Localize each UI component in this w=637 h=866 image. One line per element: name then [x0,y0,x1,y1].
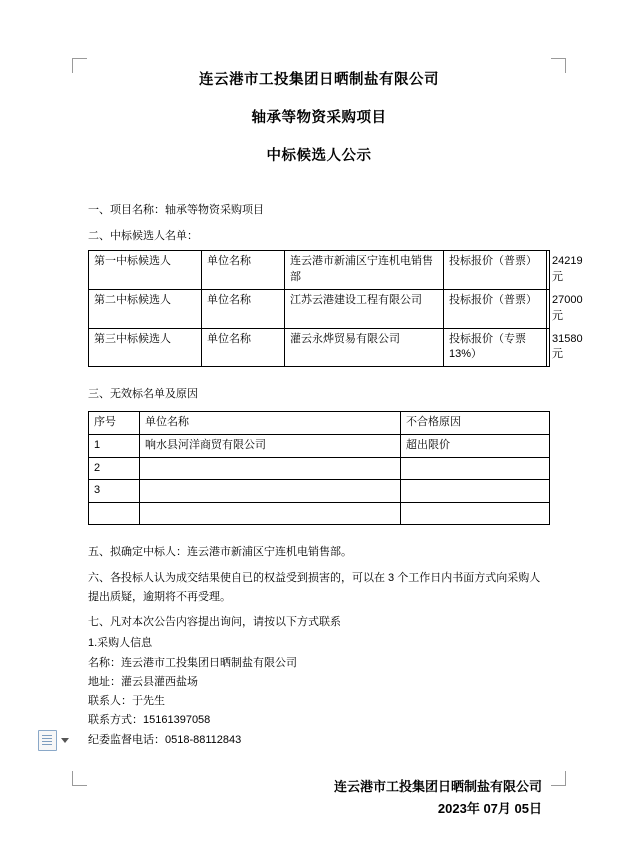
invalid-reason [401,503,550,525]
chevron-down-icon[interactable] [61,738,69,743]
page-thumbnail-widget[interactable] [38,730,69,751]
candidate-name-label: 单位名称 [202,250,285,289]
invalid-name [140,480,401,503]
supervision-phone: 纪委监督电话：0518-88112843 [88,733,242,746]
column-header-no: 序号 [89,411,140,434]
table-row [89,289,550,328]
section-contact-intro: 七、凡对本次公告内容提出询问，请按以下方式联系 [88,616,341,629]
title-line-2: 轴承等物资采购项目 [251,109,387,126]
candidate-name: 灌云永烨贸易有限公司 [285,328,444,367]
candidate-name: 江苏云港建设工程有限公司 [285,289,444,328]
title-line-3: 中标候选人公示 [266,147,372,164]
candidates-table [88,250,583,368]
invalid-name [140,503,401,525]
column-header-reason: 不合格原因 [401,411,550,434]
invalid-no [89,503,140,525]
section-winner: 五、拟确定中标人：连云港市新浦区宁连机电销售部。 [88,546,352,559]
title-line-1: 连云港市工投集团日晒制盐有限公司 [199,72,439,88]
document-content [88,70,583,820]
invalid-no: 1 [89,434,140,457]
document-icon[interactable] [38,730,57,751]
candidate-name: 连云港市新浦区宁连机电销售部 [285,250,444,289]
candidate-name-label: 单位名称 [202,289,285,328]
signature-company: 连云港市工投集团日晒制盐有限公司 [333,778,542,794]
candidate-rank: 第三中标候选人 [89,328,202,367]
candidate-name-label: 单位名称 [202,328,285,367]
signature-block [88,776,550,820]
contact-phone: 联系方式：15161397058 [88,714,211,727]
section-project-name: 一、项目名称：轴承等物资采购项目 [88,204,264,217]
invalid-reason [401,457,550,480]
crop-mark-bottom-left [72,771,87,786]
document-title [88,70,550,167]
candidate-price-label: 投标报价（普票） [444,250,547,289]
candidate-price-label: 投标报价（普票） [444,289,547,328]
invalid-no: 2 [89,457,140,480]
section-invalid-heading: 三、无效标名单及原因 [88,388,198,401]
document-body [88,201,583,750]
table-row [89,480,550,503]
crop-mark-top-left [72,58,87,73]
invalid-no: 3 [89,480,140,503]
table-row [89,328,550,367]
crop-mark-top-right [551,58,566,73]
candidate-price: 31580 元 [547,328,550,367]
invalid-bids-table [88,411,550,526]
section-candidates-heading: 二、中标候选人名单： [88,229,198,242]
candidate-price-label: 投标报价（专票 13%） [444,328,547,367]
crop-mark-bottom-right [551,771,566,786]
candidate-price: 27000 元 [547,289,550,328]
contact-person: 联系人：于先生 [88,695,165,708]
candidate-price: 24219 元 [547,250,550,289]
invalid-reason [401,480,550,503]
invalid-name: 响水县河洋商贸有限公司 [140,434,401,457]
invalid-name [140,457,401,480]
contact-address: 地址：灌云县灌西盐场 [88,675,198,688]
contact-block [88,634,550,750]
column-header-name: 单位名称 [140,411,401,434]
invalid-reason: 超出限价 [401,434,550,457]
contact-heading: 1.采购人信息 [88,637,153,650]
candidate-rank: 第一中标候选人 [89,250,202,289]
section-objection: 六、各投标人认为成交结果使自已的权益受到损害的，可以在 3 个工作日内书面方式向采购人提出质疑，逾期将不再受理。 [88,571,541,603]
table-row [89,457,550,480]
candidate-rank: 第二中标候选人 [89,289,202,328]
table-row [89,503,550,525]
signature-date: 2023年 07月 05日 [437,800,542,816]
table-header-row [89,411,550,434]
table-row [89,434,550,457]
contact-name: 名称：连云港市工投集团日晒制盐有限公司 [88,656,297,669]
table-row [89,250,550,289]
